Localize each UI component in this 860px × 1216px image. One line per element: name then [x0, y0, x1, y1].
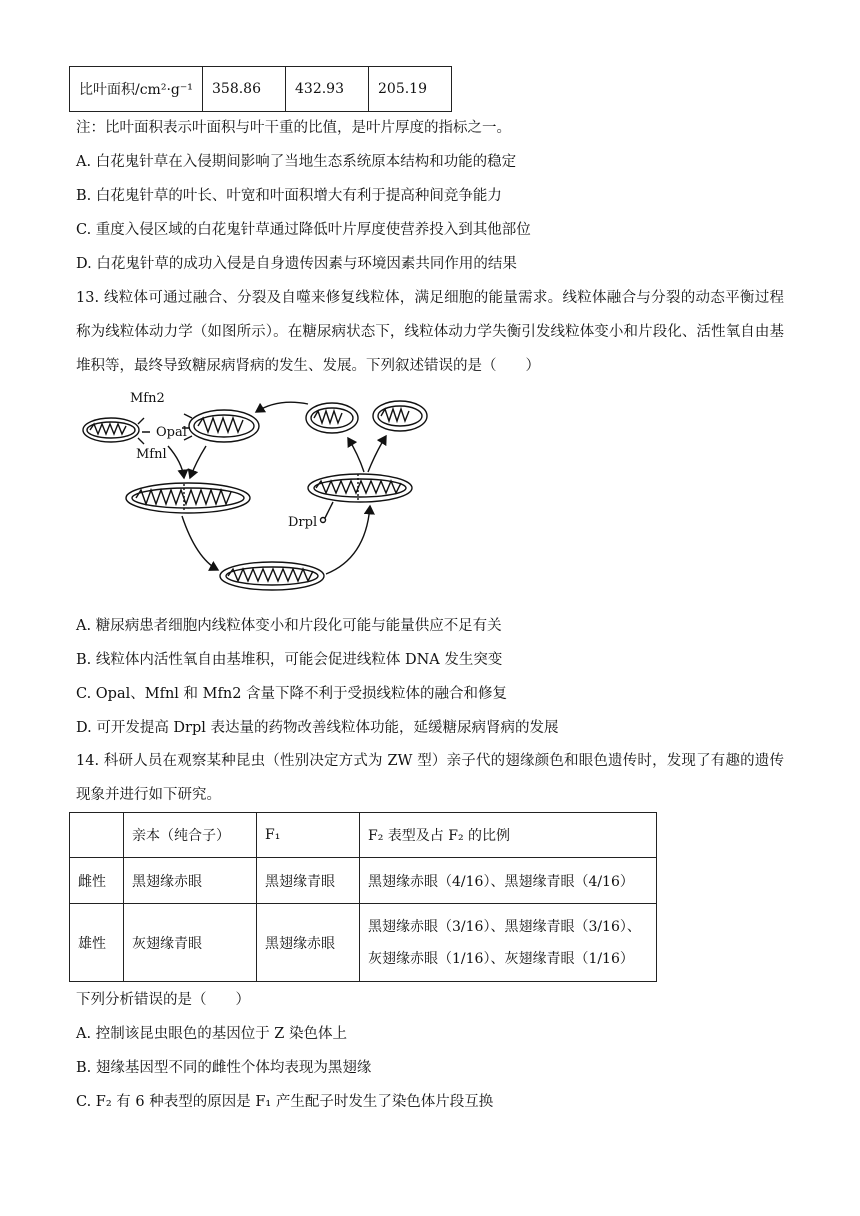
q12-option-b: B. 白花鬼针草的叶长、叶宽和叶面积增大有利于提高种间竞争能力 — [76, 188, 502, 204]
genetics-cross-table — [69, 812, 657, 982]
q12-option-d: D. 白花鬼针草的成功入侵是自身遗传因素与环境因素共同作用的结果 — [76, 256, 517, 272]
f2-cell — [360, 904, 657, 982]
q13-option-a: A. 糖尿病患者细胞内线粒体变小和片段化可能与能量供应不足有关 — [76, 618, 502, 634]
specific-leaf-area-table — [69, 66, 452, 112]
header-cell: 亲本（纯合子） — [124, 813, 257, 858]
dividing-mitochondria — [308, 474, 412, 502]
table-header-row — [70, 813, 657, 858]
q12-option-c: C. 重度入侵区域的白花鬼针草通过降低叶片厚度使营养投入到其他部位 — [76, 222, 531, 238]
fusing-mitochondria — [126, 483, 250, 513]
mitochondrial-dynamics-diagram — [78, 388, 448, 598]
parent-cell: 黑翅缘赤眼 — [124, 858, 257, 904]
q13-option-d: D. 可开发提高 Drpl 表达量的药物改善线粒体功能，延缓糖尿病肾病的发展 — [76, 720, 559, 736]
q14-option-c: C. F₂ 有 6 种表型的原因是 F₁ 产生配子时发生了染色体片段互换 — [76, 1094, 494, 1110]
header-cell: F₂ 表型及占 F₂ 的比例 — [360, 813, 657, 858]
q14-option-b: B. 翅缘基因型不同的雌性个体均表现为黑翅缘 — [76, 1060, 372, 1076]
table-row — [70, 904, 657, 982]
parent-cell: 灰翅缘青眼 — [124, 904, 257, 982]
sex-cell: 雄性 — [70, 904, 124, 982]
q12-option-a: A. 白花鬼针草在入侵期间影响了当地生态系统原本结构和功能的稳定 — [76, 154, 517, 170]
q13-stem: 13. 线粒体可通过融合、分裂及自噬来修复线粒体，满足细胞的能量需求。线粒体融合与分裂的动态平衡过程称为线粒体动力学（如图所示）。在糖尿病状态下，线粒体动力学失衡引发线粒体变小和片段化、活性氧自由基堆积等，最终导致糖尿病肾病的发生、发展。下列叙述错误的是（ ） — [76, 290, 784, 374]
row-label: 比叶面积/cm²·g⁻¹ — [70, 67, 203, 112]
table-cell: 432.93 — [286, 67, 369, 112]
table-row — [70, 858, 657, 904]
drp1-label: Drpl — [288, 515, 318, 530]
fused-mitochondrion — [220, 562, 324, 590]
header-cell — [70, 813, 124, 858]
q14-option-a: A. 控制该昆虫眼色的基因位于 Z 染色体上 — [76, 1026, 347, 1042]
mitochondrion-top-middle — [182, 410, 259, 442]
table-row — [70, 67, 452, 112]
sex-cell: 雌性 — [70, 858, 124, 904]
opa1-label: Opal — [156, 425, 187, 440]
table-cell: 358.86 — [203, 67, 286, 112]
mitochondrion-fragment-1 — [306, 403, 358, 433]
mitochondrion-fragment-2 — [373, 401, 427, 431]
mitochondrion-left — [83, 418, 139, 442]
q13-option-c: C. Opal、Mfnl 和 Mfn2 含量下降不利于受损线粒体的融合和修复 — [76, 686, 508, 702]
mfn1-label: Mfnl — [136, 447, 167, 462]
q14-stem: 14. 科研人员在观察某种昆虫（性别决定方式为 ZW 型）亲子代的翅缘颜色和眼色遗传时，发现了有趣的遗传现象并进行如下研究。 — [76, 753, 784, 803]
header-cell: F₁ — [257, 813, 360, 858]
f1-cell: 黑翅缘赤眼 — [257, 904, 360, 982]
table-note: 注：比叶面积表示叶面积与叶干重的比值，是叶片厚度的指标之一。 — [76, 120, 511, 136]
f1-cell: 黑翅缘青眼 — [257, 858, 360, 904]
f2-line: 灰翅缘赤眼（1/16）、灰翅缘青眼（1/16） — [368, 950, 634, 967]
q13-option-b: B. 线粒体内活性氧自由基堆积，可能会促进线粒体 DNA 发生突变 — [76, 652, 503, 668]
table-cell: 205.19 — [369, 67, 452, 112]
q14-question: 下列分析错误的是（ ） — [76, 992, 250, 1008]
f2-line: 黑翅缘赤眼（3/16）、黑翅缘青眼（3/16）、 — [368, 918, 641, 935]
f2-cell: 黑翅缘赤眼（4/16）、黑翅缘青眼（4/16） — [360, 858, 657, 904]
mfn2-label: Mfn2 — [130, 391, 165, 406]
